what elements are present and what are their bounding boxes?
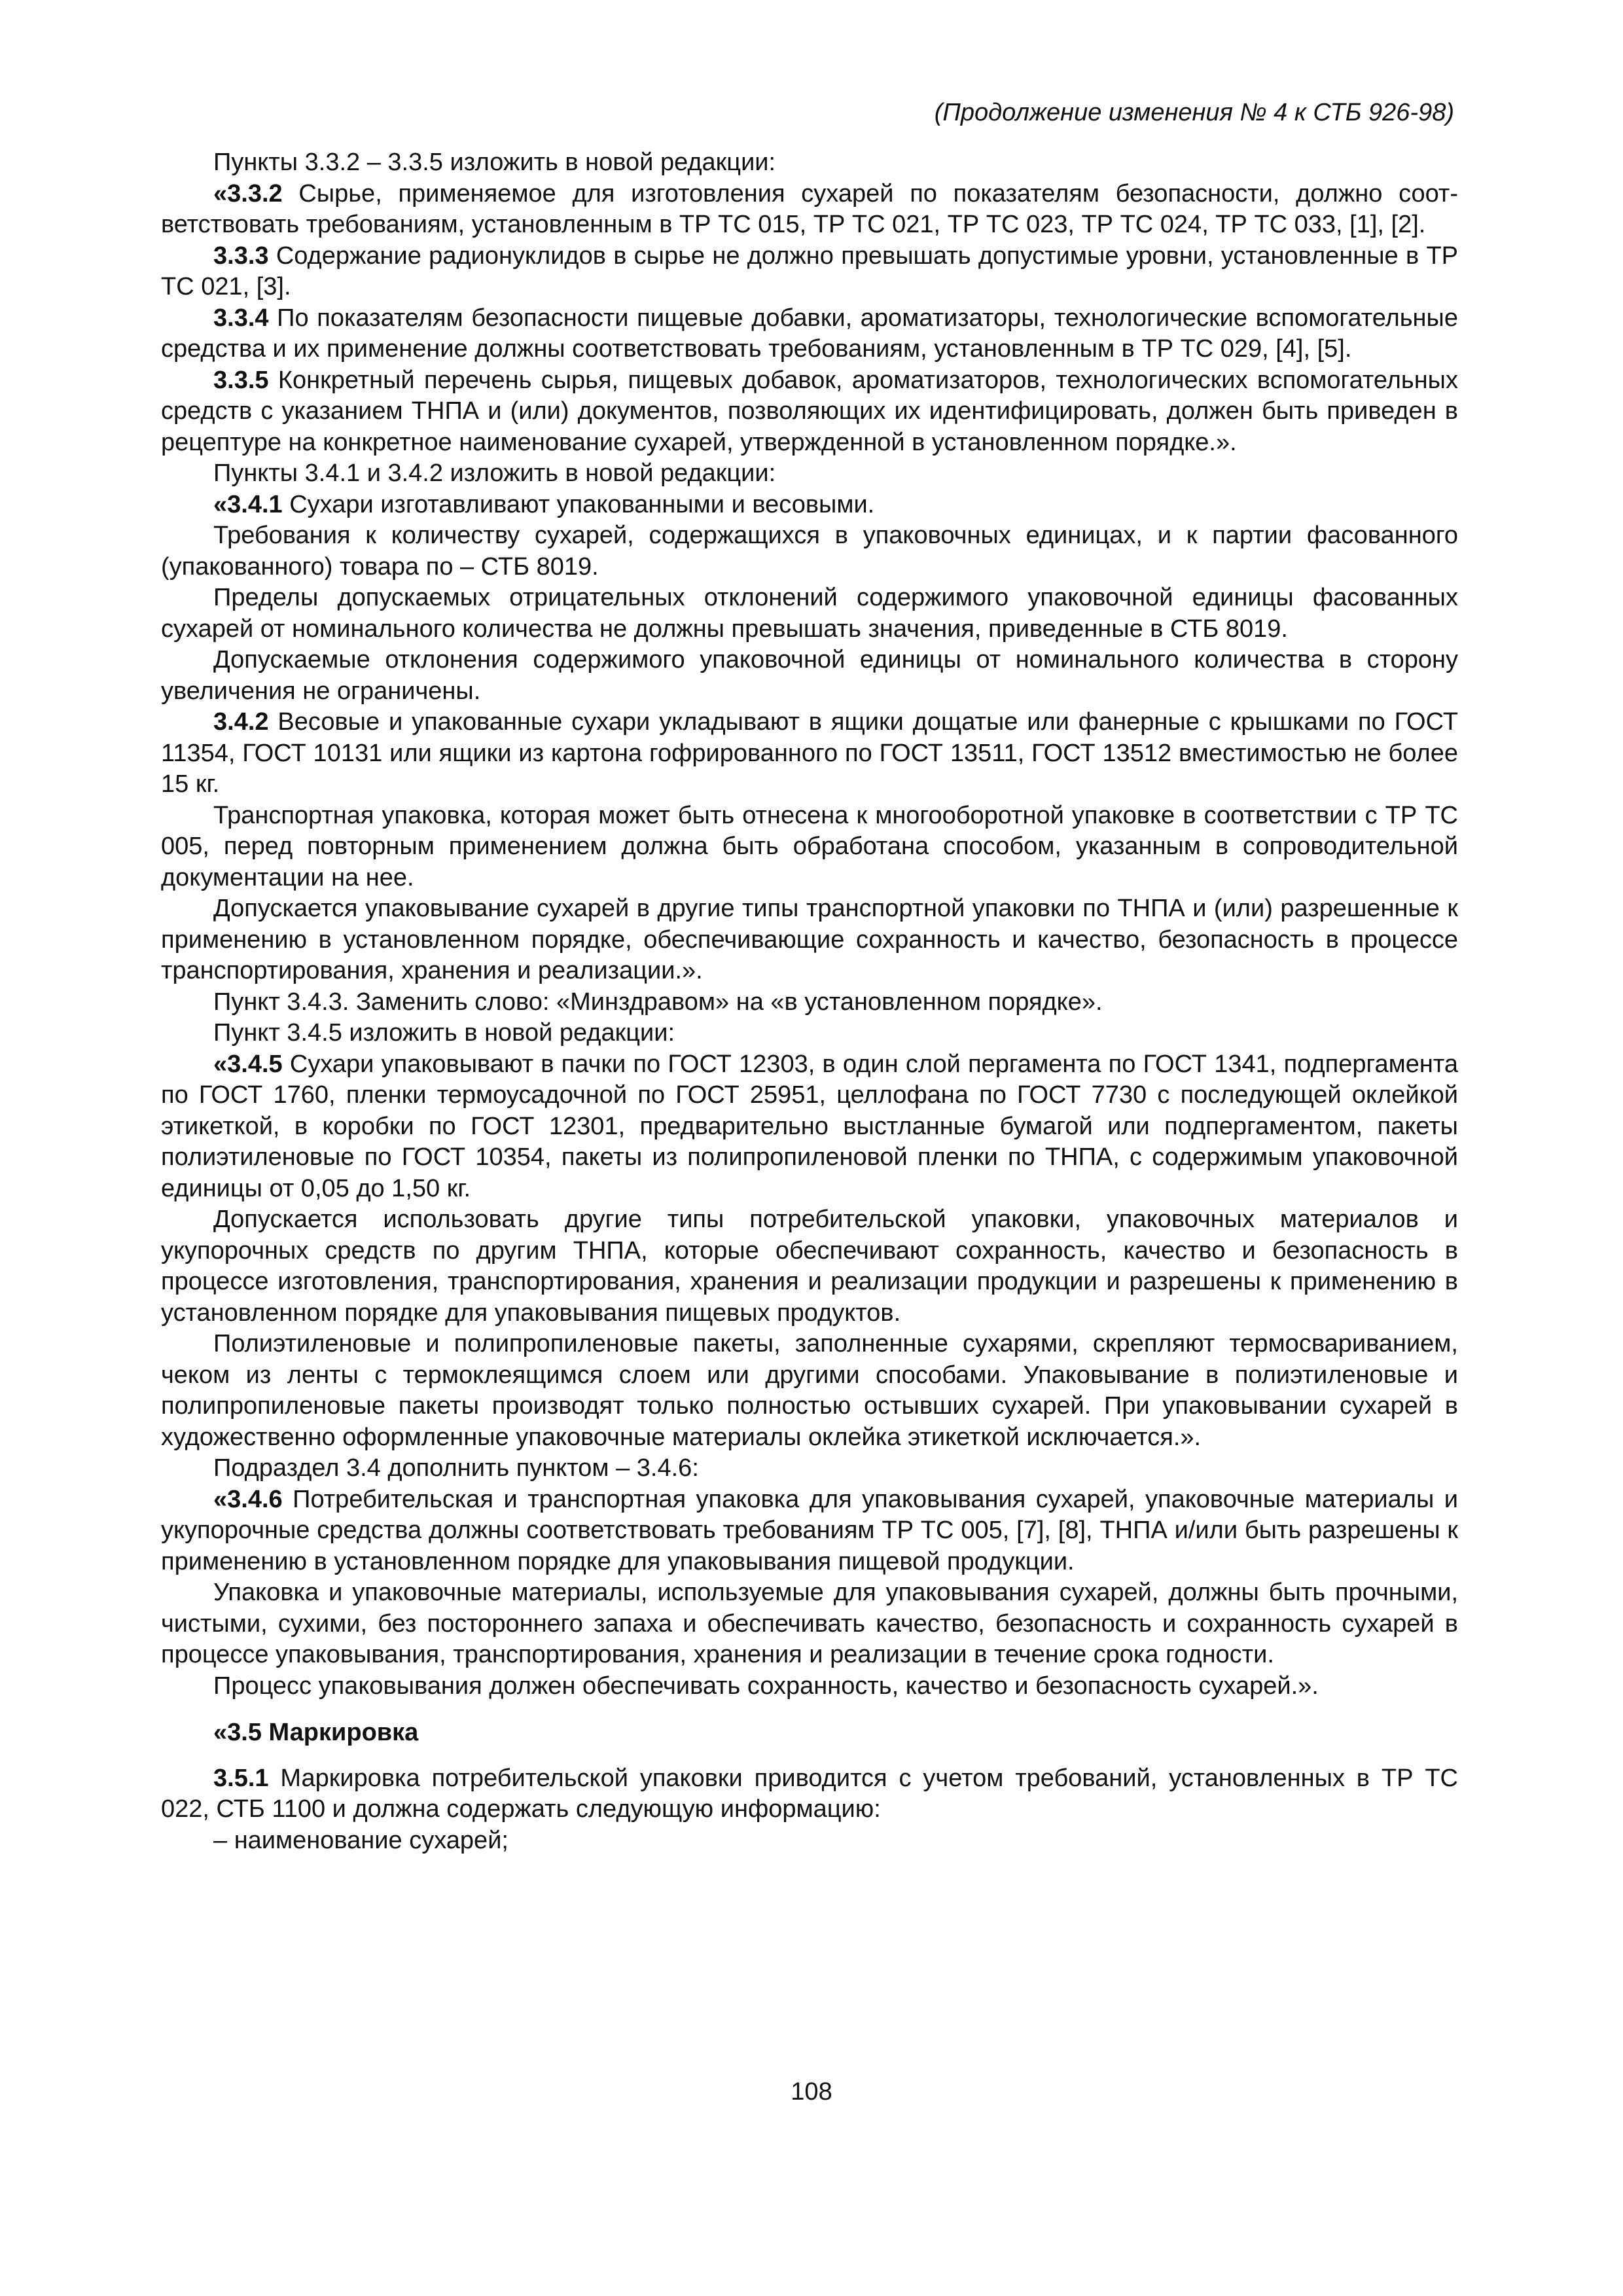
- clause-number: 3.3.5: [213, 366, 269, 394]
- paragraph: [161, 1204, 1458, 1329]
- paragraph: [161, 147, 1458, 179]
- list-item-text: – наименование сухарей;: [213, 1826, 508, 1854]
- paragraph: [161, 1671, 1458, 1702]
- paragraph: [161, 893, 1458, 987]
- paragraph-text: Полиэтиленовые и полипропиленовые пакеты, заполненные сухарями, скрепляют термосвариванием, чеком из ленты с термоклеящимся слоем или другими способами. Упаковывание в полиэтиленовые и полипропиленовые пакеты производят только полностью остывших сухарей. При упаковывании сухарей в художественно оформленные упаковочные материалы оклейка этикеткой исключается.».: [161, 1330, 1458, 1451]
- paragraph-text: Потребительская и транспортная упаковка для упаковывания сухарей, упаковочные материалы и укупорочные средства должны соответствовать требованиям ТР ТС 005, [7], [8], ТНПА и/или быть разрешены к применению в установленном порядке для упаковывания пищевой продукции.: [161, 1485, 1458, 1575]
- paragraph-text: Упаковка и упаковочные материалы, используемые для упаковывания сухарей, должны быть прочными, чистыми, сухими, без постороннего запаха и обеспечивать качество, безопасность и сохранность сухарей в процессе упаковывания, транспортирования, хранения и реализации в течение срока годности.: [161, 1579, 1458, 1668]
- paragraph-text: Весовые и упакованные сухари укладывают в ящики дощатые или фанерные с крышками по ГОСТ 11354, ГОСТ 10131 или ящики из картона гофрированного по ГОСТ 13511, ГОСТ 13512 вместимостью не более 15 кг.: [161, 708, 1458, 798]
- paragraph: [161, 1484, 1458, 1578]
- paragraph: [161, 1577, 1458, 1671]
- paragraph: [161, 490, 1458, 521]
- paragraph: [161, 1763, 1458, 1825]
- paragraph: [161, 365, 1458, 459]
- paragraph-text: Подраздел 3.4 дополнить пунктом – 3.4.6:: [213, 1454, 699, 1482]
- paragraph: [161, 645, 1458, 707]
- paragraph-text: Допускается использовать другие типы потребительской упаковки, упаковочных материалов и укупорочных средств по другим ТНПА, которые обеспечивают сохранность, качество и безопасность в процессе изготовления, транспортирования, хранения и реализации продукции и разрешены к применению в установленном порядке для упаковывания пищевых продуктов.: [161, 1206, 1458, 1327]
- clause-number: 3.3.3: [213, 242, 269, 270]
- paragraph-text: Транспортная упаковка, которая может быть отнесена к многооборотной упаковке в соответствии с ТР ТС 005, перед повторным применением должна быть обработана способом, указанным в сопроводительной документации на нее.: [161, 801, 1458, 891]
- paragraph: [161, 583, 1458, 645]
- clause-number: 3.4.2: [213, 708, 269, 736]
- paragraph: [161, 241, 1458, 303]
- paragraph: [161, 1453, 1458, 1484]
- paragraph-text: Сухари упаковывают в пачки по ГОСТ 12303, в один слой пергамента по ГОСТ 1341, подпергамента по ГОСТ 1760, пленки термоусадочной по ГОСТ 25951, целлофана по ГОСТ 7730 с последующей оклейкой этикеткой, в коробки по ГОСТ 12301, предварительно выстланные бумагой или подпергаментом, пакеты полиэтиленовые по ГОСТ 10354, пакеты из полипропиленовой пленки по ТНПА, с содержимым упаковочной единицы от 0,05 до 1,50 кг.: [161, 1050, 1458, 1202]
- paragraph-text: Пункты 3.3.2 – 3.3.5 изложить в новой редакции:: [213, 149, 776, 176]
- paragraph: [161, 179, 1458, 241]
- paragraph: [161, 303, 1458, 365]
- running-header: (Продолжение изменения № 4 к СТБ 926-98): [934, 99, 1454, 126]
- list-item: [161, 1825, 1458, 1857]
- paragraph-text: Пункт 3.4.5 изложить в новой редакции:: [213, 1019, 675, 1047]
- paragraph: [161, 520, 1458, 583]
- section-heading: «3.5 Маркировка: [213, 1719, 419, 1746]
- paragraph: [161, 707, 1458, 800]
- paragraph: [161, 1018, 1458, 1049]
- paragraph-text: По показателям безопасности пищевые добавки, ароматизаторы, технологические вспомогательные средства и их применение должны соответствовать требованиям, установленным в ТР ТС 029, [4], [5].: [161, 304, 1458, 363]
- document-body: [161, 147, 1458, 1856]
- paragraph-text: Сырье, применяемое для изготовления сухарей по показателям безопасности, должно соответствовать требованиям, установленным в ТР ТС 015, ТР ТС 021, ТР ТС 023, ТР ТС 024, ТР ТС 033, [1], [2].: [161, 179, 1458, 238]
- paragraph: [161, 458, 1458, 490]
- paragraph-text: Маркировка потребительской упаковки приводится с учетом требований, установленных в ТР ТС 022, СТБ 1100 и должна содержать следующую информацию:: [161, 1764, 1458, 1823]
- paragraph-text: Конкретный перечень сырья, пищевых добавок, ароматизаторов, технологических вспомогательных средств с указанием ТНПА и (или) документов, позволяющих их идентифицировать, должен быть приведен в рецептуре на конкретное наименование сухарей, утвержденной в установленном порядке.».: [161, 366, 1458, 456]
- paragraph: [161, 800, 1458, 894]
- clause-number: 3.3.4: [213, 304, 269, 332]
- paragraph-text: Содержание радионуклидов в сырье не должно превышать допустимые уровни, установленные в ТР ТС 021, [3].: [161, 242, 1458, 300]
- page-number: 108: [791, 2078, 832, 2106]
- paragraph-text: Пункт 3.4.3. Заменить слово: «Минздравом» на «в установленном порядке».: [213, 988, 1103, 1016]
- paragraph-text: Допускаемые отклонения содержимого упаковочной единицы от номинального количества в сторону увеличения не ограничены.: [161, 646, 1458, 705]
- paragraph-text: Процесс упаковывания должен обеспечивать сохранность, качество и безопасность сухарей.».: [213, 1672, 1319, 1700]
- clause-number: «3.4.6: [213, 1485, 283, 1513]
- paragraph-text: Допускается упаковывание сухарей в другие типы транспортной упаковки по ТНПА и (или) разрешенные к применению в установленном порядке, обеспечивающие сохранность и качество, безопасность в процессе транспортирования, хранения и реализации.».: [161, 895, 1458, 984]
- clause-number: «3.3.2: [213, 179, 283, 207]
- paragraph: [161, 987, 1458, 1018]
- clause-number: «3.4.5: [213, 1050, 283, 1078]
- clause-number: «3.4.1: [213, 490, 283, 518]
- paragraph-text: Пределы допускаемых отрицательных отклонений содержимого упаковочной единицы фасованных сухарей от номинального количества не должны превышать значения, приведенные в СТБ 8019.: [161, 584, 1458, 643]
- paragraph-text: Требования к количеству сухарей, содержащихся в упаковочных единицах, и к партии фасованного (упакованного) товара по – СТБ 8019.: [161, 522, 1458, 581]
- clause-number: 3.5.1: [213, 1764, 269, 1792]
- paragraph: [161, 1049, 1458, 1205]
- paragraph: [161, 1329, 1458, 1453]
- paragraph-text: Пункты 3.4.1 и 3.4.2 изложить в новой редакции:: [213, 459, 776, 487]
- paragraph-text: Сухари изготавливают упакованными и весовыми.: [282, 490, 875, 518]
